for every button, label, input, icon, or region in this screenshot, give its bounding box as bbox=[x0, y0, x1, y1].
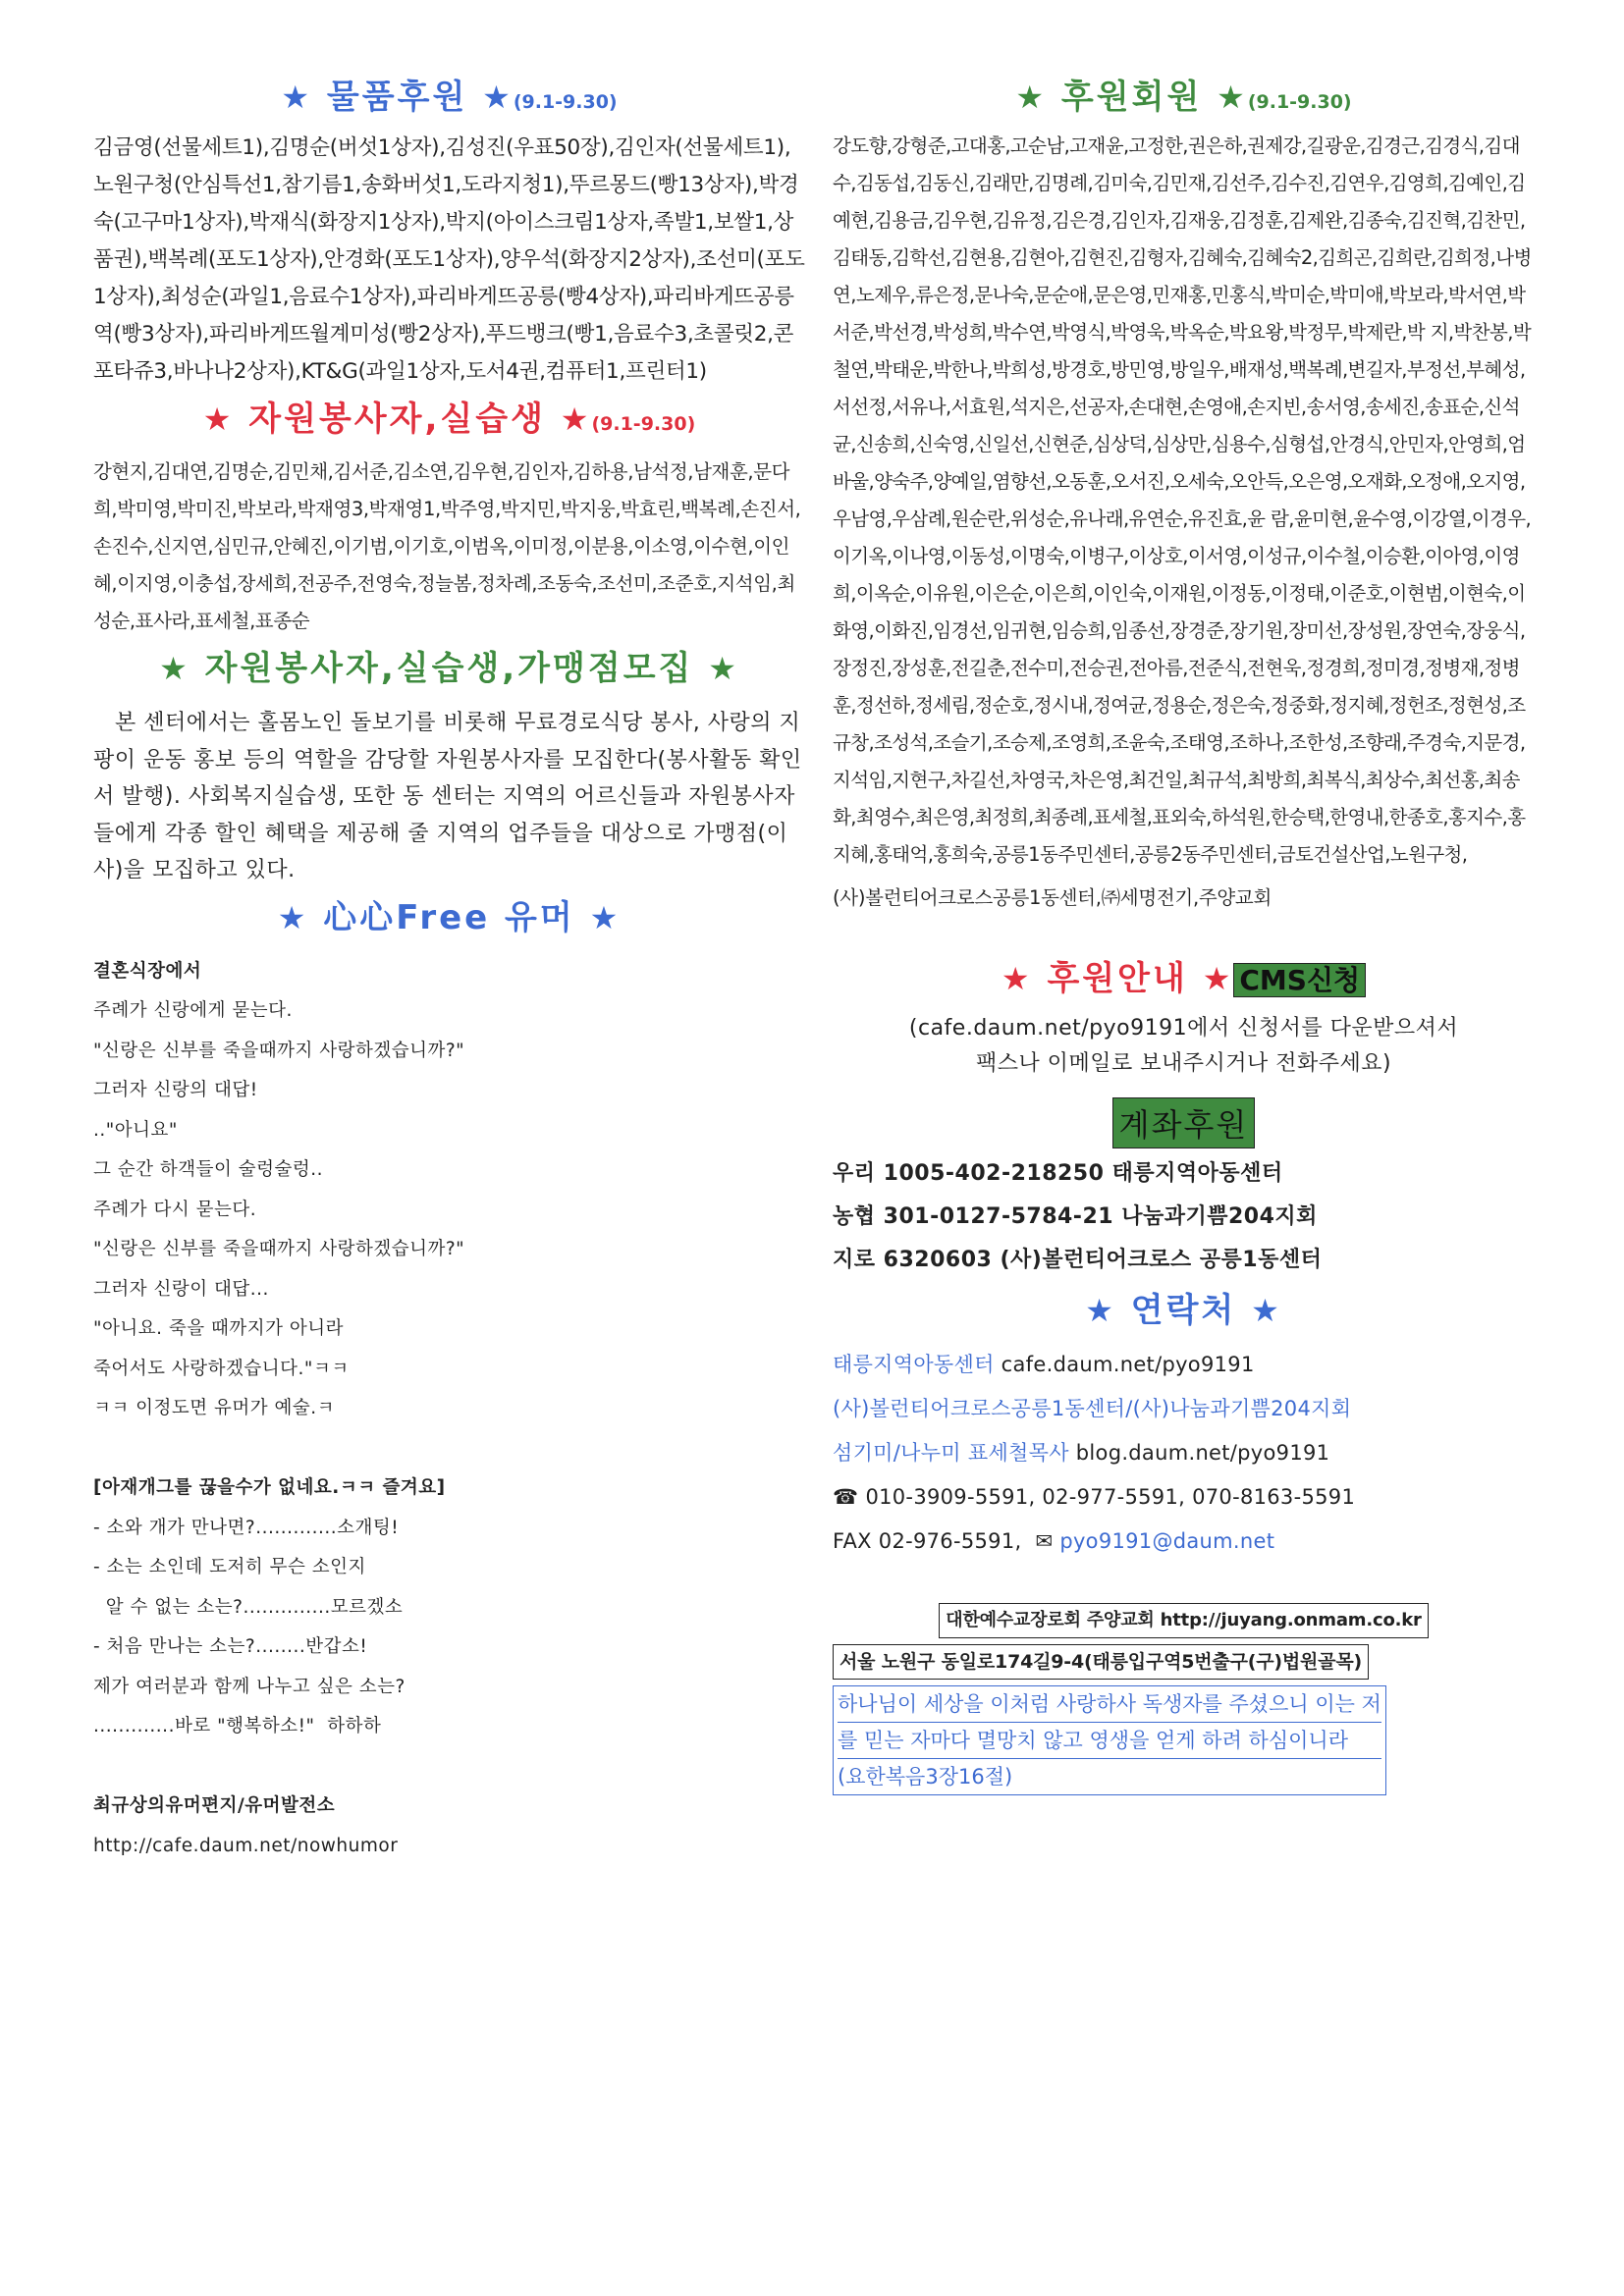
volunteers-heading bbox=[93, 391, 805, 448]
star-icon: ★ bbox=[1251, 1292, 1282, 1329]
star-icon: ★ bbox=[1202, 960, 1234, 997]
star-icon: ★ bbox=[708, 650, 739, 687]
church-address-box: 서울 노원구 동일로174길9-4(태릉입구역5번출구(구)법원골목) bbox=[833, 1644, 1369, 1680]
humor-joke-line: - 소는 소인데 도저히 무슨 소인지 bbox=[93, 1557, 366, 1577]
support-title: 후원안내 bbox=[1047, 959, 1188, 998]
account-line: 농협 301-0127-5784-21 나눔과기쁨204지회 bbox=[833, 1204, 1318, 1229]
humor-source-url[interactable]: http://cafe.daum.net/nowhumor bbox=[93, 1835, 399, 1856]
star-icon: ★ bbox=[202, 400, 235, 438]
contact-cafe-url[interactable]: cafe.daum.net/pyo9191 bbox=[1001, 1353, 1255, 1376]
contact-line bbox=[833, 1343, 1535, 1387]
contact-pastor: 섬기미/나누미 표세철목사 bbox=[833, 1441, 1069, 1465]
members-heading bbox=[833, 69, 1535, 126]
contact-org: 태릉지역아동센터 bbox=[833, 1353, 995, 1376]
humor-story-line: 죽어서도 사랑하겠습니다."ㅋㅋ bbox=[93, 1358, 350, 1379]
contact-phones: 010-3909-5591, 02-977-5591, 070-8163-5591 bbox=[865, 1485, 1356, 1509]
star-icon: ★ bbox=[482, 79, 514, 116]
members-orgs: (사)볼런티어크로스공릉1동센터,㈜세명전기,주양교회 bbox=[833, 886, 1272, 909]
bible-verse-box bbox=[833, 1685, 1386, 1795]
humor-story-line: 그러자 신랑의 대답! bbox=[93, 1080, 258, 1100]
account-support-badge: 계좌후원 bbox=[1112, 1097, 1256, 1148]
donations-title: 물품후원 bbox=[326, 78, 468, 117]
phone-icon: ☎ bbox=[833, 1485, 859, 1509]
church-name-row bbox=[833, 1603, 1535, 1638]
volunteers-list: 강현지,김대연,김명순,김민채,김서준,김소연,김우현,김인자,김하용,남석정,남재훈,문다희,박미영,박미진,박보라,박재영3,박재영1,박주영,박지민,박지웅,박효린,백복례,손진서,손진수,신지연,심민규,안혜진,이기범,이기호,이범옥,이미정,이분용,이소영,이수현,이인혜,이지영,이충섭,장세희,전공주,전영숙,정늘봄,정차례,조동숙,조선미,조준호,지석임,최성순,표사라,표세철,표종순 bbox=[93, 460, 801, 632]
contact-blog-url[interactable]: blog.daum.net/pyo9191 bbox=[1075, 1441, 1330, 1465]
bible-verse-row bbox=[833, 1685, 1535, 1795]
support-heading bbox=[833, 950, 1535, 1007]
contact-list bbox=[833, 1343, 1535, 1564]
humor-joke-line: - 처음 만나는 소는?........반갑소! bbox=[93, 1636, 368, 1657]
members-title: 후원회원 bbox=[1060, 78, 1203, 117]
star-icon: ★ bbox=[281, 79, 313, 116]
humor-section bbox=[93, 889, 805, 1867]
volunteers-title: 자원봉사자,실습생 bbox=[248, 400, 546, 439]
humor-story bbox=[93, 952, 805, 1867]
humor-jokes-title: [아재개그를 끊을수가 없네요.ㅋㅋ 즐겨요] bbox=[93, 1477, 446, 1498]
humor-story-line: 그 순간 하객들이 술렁술렁.. bbox=[93, 1159, 323, 1180]
humor-spacer bbox=[93, 1747, 805, 1788]
members-period: (9.1-9.30) bbox=[1247, 91, 1352, 113]
contact-title: 연락처 bbox=[1130, 1291, 1237, 1330]
church-name-box: 대한예수교장로회 주양교회 http://juyang.onmam.co.kr bbox=[939, 1603, 1428, 1638]
contact-fax-line bbox=[833, 1520, 1535, 1564]
star-icon: ★ bbox=[560, 400, 592, 438]
star-icon: ★ bbox=[1217, 79, 1248, 116]
donations-period: (9.1-9.30) bbox=[513, 91, 618, 113]
left-column bbox=[93, 69, 805, 1866]
humor-spacer bbox=[93, 1429, 805, 1469]
star-icon: ★ bbox=[589, 898, 622, 936]
humor-story-line: ㅋㅋ 이정도면 유머가 예술.ㅋ bbox=[93, 1398, 335, 1418]
church-address-row bbox=[833, 1644, 1535, 1680]
humor-title: 心心Free 유머 bbox=[323, 897, 575, 937]
support-desc-line: (cafe.daum.net/pyo9191에서 신청서를 다운받으셔서 bbox=[908, 1016, 1459, 1041]
volunteers-period: (9.1-9.30) bbox=[591, 413, 696, 435]
star-icon: ★ bbox=[159, 650, 190, 687]
support-description bbox=[833, 1011, 1535, 1082]
account-line: 지로 6320603 (사)볼런티어크로스 공릉1동센터 bbox=[833, 1248, 1323, 1272]
star-icon: ★ bbox=[1085, 1292, 1116, 1329]
account-line: 우리 1005-402-218250 태릉지역아동센터 bbox=[833, 1161, 1283, 1186]
bible-verse-line: 하나님이 세상을 이처럼 사랑하사 독생자를 주셨으니 이는 저 bbox=[838, 1686, 1381, 1723]
bible-verse-line: 를 믿는 자마다 멸망치 않고 영생을 얻게 하려 하심이니라 bbox=[838, 1723, 1381, 1759]
cms-apply-badge[interactable]: CMS신청 bbox=[1233, 963, 1366, 997]
recruit-heading bbox=[93, 640, 805, 697]
members-list: 강도향,강형준,고대홍,고순남,고재윤,고정한,권은하,권제강,길광운,김경근,김경식,김대수,김동섭,김동신,김래만,김명례,김미숙,김민재,김선주,김수진,김연우,김영희,김예인,김예현,김용금,김우현,김유정,김은경,김인자,김재웅,김정훈,김제완,김종숙,김진혁,김찬민,김태동,김학선,김현용,김현아,김현진,김형자,김혜숙,김혜숙2,김희곤,김희란,김희정,나병연,노제우,류은정,문나숙,문순애,문은영,민재홍,민홍식,박미순,박미애,박보라,박서연,박서준,박선경,박성희,박수연,박영식,박영욱,박옥순,박요왕,박정무,박제란,박 지,박찬봉,박철연,박태운,박한나,박희성,방경호,방민영,방일우,배재성,백복례,변길자,부정선,부혜성,서선정,서유나,서효원,석지은,선공자,손대현,손영애,손지빈,송서영,송세진,송표순,신석균,신송희,신숙영,신일선,신현준,심상덕,심상만,심용수,심형섭,안경식,안민자,안영희,엄바울,양숙주,양예일,염향선,오동훈,오서진,오세숙,오안득,오은영,오재화,오정애,오지영,우남영,우삼례,원순란,위성순,유나래,유연순,유진효,윤 람,윤미현,윤수영,이강열,이경우,이기옥,이나영,이동성,이명숙,이병구,이상호,이서영,이성규,이수철,이승환,이아영,이영희,이옥순,이유원,이은순,이은희,이인숙,이재원,이정동,이정태,이준호,이현범,이현숙,이화영,이화진,임경선,임귀현,임승희,임종선,장경준,장기원,장미선,장성원,장연숙,장웅식,장정진,장성훈,전길춘,전수미,전승권,전아름,전준식,전현욱,정경희,정미경,정병재,정병훈,정선하,정세림,정순호,정시내,정여균,정용순,정은숙,정중화,정지혜,정헌조,정현성,조규창,조성석,조슬기,조승제,조영희,조윤숙,조태영,조하나,조한성,조향래,주경숙,지문경,지석임,지현구,차길선,차영국,차은영,최건일,최규석,최방희,최복식,최상수,최선홍,최송화,최영수,최은영,최정희,최종례,표세철,표외숙,하석원,한승택,한영내,한종호,홍지수,홍지혜,홍태억,홍희숙,공릉1동주민센터,공릉2동주민센터,금토건설산업,노원구청, bbox=[833, 134, 1532, 866]
humor-story-line: "신랑은 신부를 죽을때까지 사랑하겠습니까?" bbox=[93, 1040, 465, 1061]
account-list bbox=[833, 1152, 1535, 1282]
contact-section bbox=[833, 1282, 1535, 1564]
humor-story-line: "아니요. 죽을 때까지가 아니라 bbox=[93, 1318, 344, 1339]
volunteers-section bbox=[93, 391, 805, 640]
humor-story-line: "신랑은 신부를 죽을때까지 사랑하겠습니까?" bbox=[93, 1239, 465, 1259]
donations-list: 김금영(선물세트1),김명순(버섯1상자),김성진(우표50장),김인자(선물세트1),노원구청(안심특선1,참기름1,송화버섯1,도라지청1),뚜르몽드(빵13상자),박경숙(고구마1상자),박재식(화장지1상자),박지(아이스크림1상자,족발1,보쌀1,상품권),백복례(포도1상자),안경화(포도1상자),양우석(화장지2상자),조선미(포도1상자),최성순(과일1,음료수1상자),파리바게뜨공릉(빵4상자),파리바게뜨공릉역(빵3상자),파리바게뜨월계미성(빵2상자),푸드뱅크(빵1,음료수3,초콜릿2,콘포타쥬3,바나나2상자),KT&G(과일1상자,도서4권,컴퓨터1,프린터1) bbox=[93, 135, 805, 384]
donations-heading bbox=[93, 69, 805, 126]
right-column bbox=[833, 69, 1535, 1795]
humor-heading bbox=[93, 889, 805, 946]
humor-story-line: 그러자 신랑이 대답... bbox=[93, 1278, 269, 1300]
star-icon: ★ bbox=[1001, 960, 1033, 997]
support-heading-text bbox=[1001, 959, 1233, 998]
church-section bbox=[833, 1603, 1535, 1795]
humor-joke-line: - 소와 개가 만나면?.............소개팅! bbox=[93, 1517, 400, 1538]
humor-story-line: 주례가 신랑에게 묻는다. bbox=[93, 1000, 293, 1021]
contact-heading bbox=[833, 1282, 1535, 1339]
humor-story-line: 주례가 다시 묻는다. bbox=[93, 1199, 257, 1220]
star-icon: ★ bbox=[277, 898, 309, 936]
support-section bbox=[833, 950, 1535, 1282]
contact-phone-line bbox=[833, 1475, 1535, 1520]
star-icon: ★ bbox=[1015, 79, 1048, 116]
contact-fax: FAX 02-976-5591, bbox=[833, 1529, 1022, 1553]
contact-line bbox=[833, 1431, 1535, 1475]
humor-story-line: .."아니요" bbox=[93, 1119, 178, 1141]
bible-verse-ref: (요한복음3장16절) bbox=[838, 1765, 1013, 1789]
members-section bbox=[833, 69, 1535, 917]
recruit-body: 본 센터에서는 홀몸노인 돌보기를 비롯해 무료경로식당 봉사, 사랑의 지팡이 운동 홍보 등의 역할을 감당할 자원봉사자를 모집한다(봉사활동 확인서 발행). 사회복지실습생, 또한 동 센터는 지역의 어르신들과 자원봉사자들에게 각종 할인 혜택을 제공해 줄 지역의 업주들을 대상으로 가맹점(이사)을 모집하고 있다. bbox=[93, 711, 802, 882]
recruit-section bbox=[93, 640, 805, 889]
humor-joke-line: 알 수 없는 소는?..............모르겠소 bbox=[93, 1596, 404, 1618]
humor-source-title: 최규상의유머편지/유머발전소 bbox=[93, 1795, 336, 1816]
contact-email[interactable]: pyo9191@daum.net bbox=[1059, 1529, 1275, 1553]
recruit-title: 자원봉사자,실습생,가맹점모집 bbox=[204, 649, 694, 688]
humor-story-title: 결혼식장에서 bbox=[93, 960, 202, 982]
humor-joke-line: .............바로 "행복하소!" 하하하 bbox=[93, 1716, 382, 1736]
mail-icon: ✉ bbox=[1035, 1529, 1054, 1553]
contact-orgs-line: (사)볼런티어크로스공릉1동센터/(사)나눔과기쁨204지회 bbox=[833, 1397, 1352, 1420]
donations-section bbox=[93, 69, 805, 391]
account-badge-row bbox=[833, 1097, 1535, 1148]
humor-joke-line: 제가 여러분과 함께 나누고 싶은 소는? bbox=[93, 1676, 406, 1697]
support-desc-line: 팩스나 이메일로 보내주시거나 전화주세요) bbox=[975, 1051, 1392, 1076]
